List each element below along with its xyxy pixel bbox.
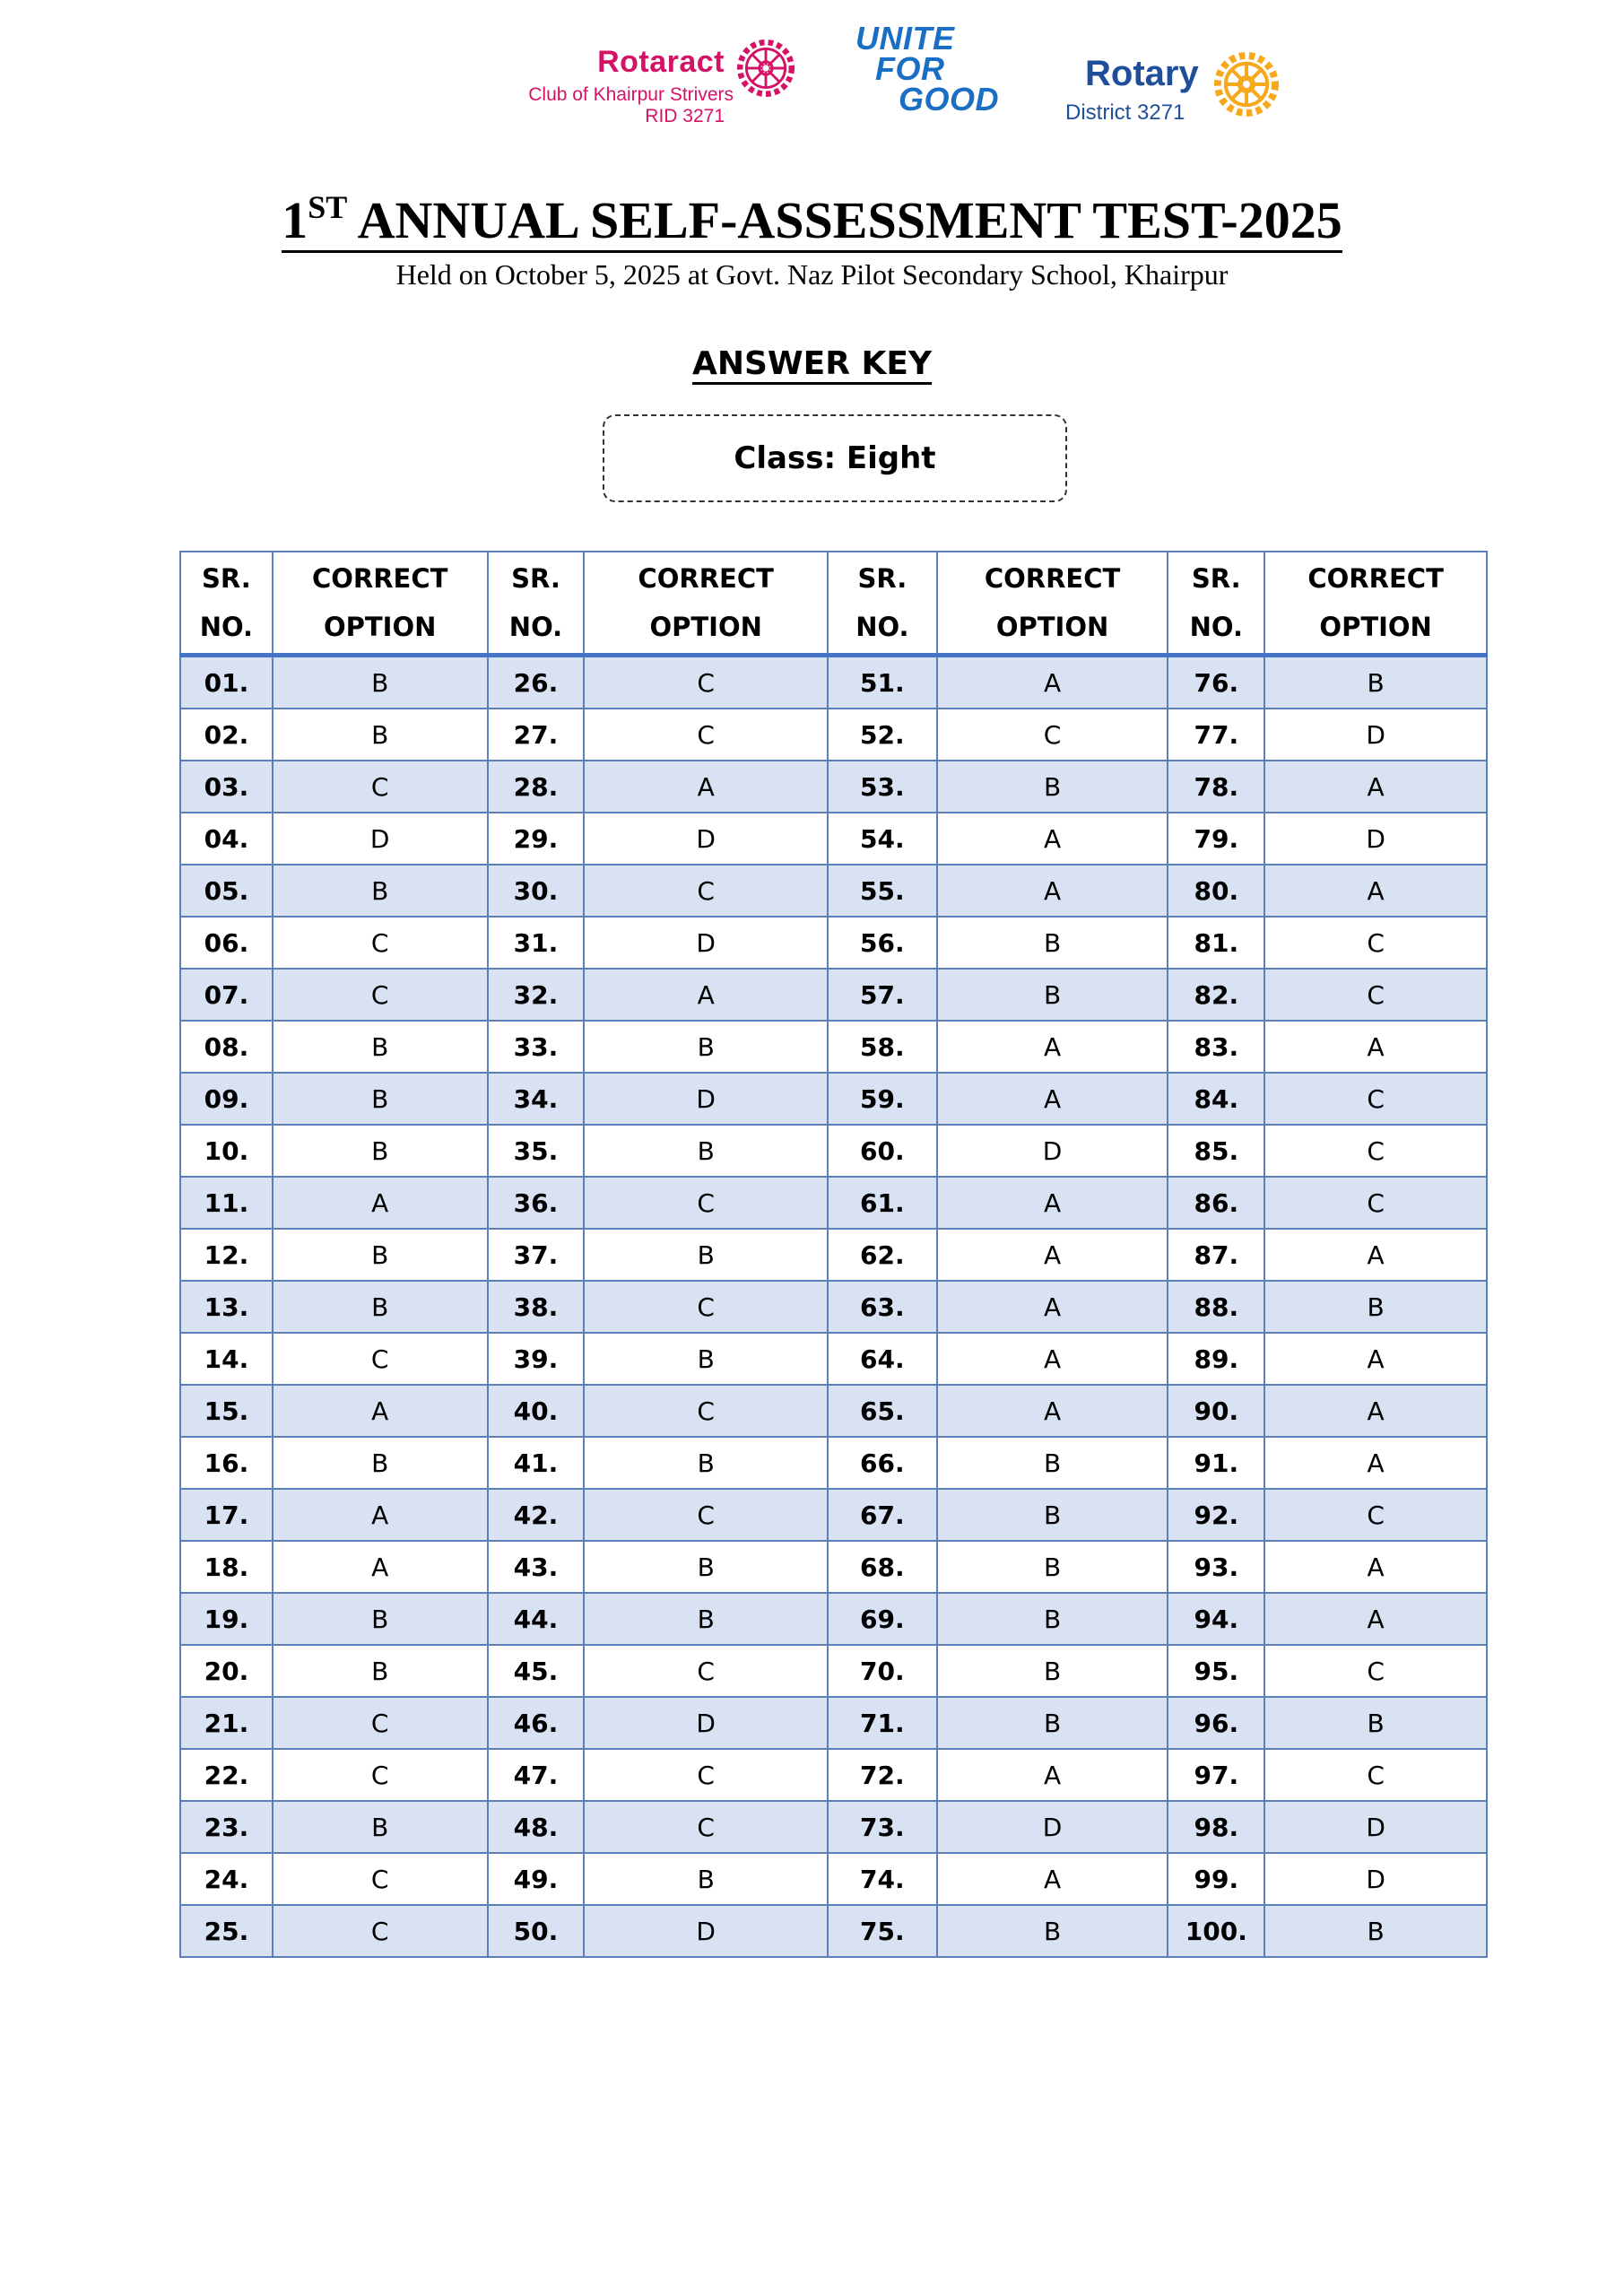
title-text: ANNUAL SELF-ASSESSMENT TEST-2025 [347,191,1342,249]
table-row [180,969,1487,1021]
correct-option-cell: A [273,1177,488,1229]
answer-key-heading [0,345,1624,382]
table-row [180,1905,1487,1957]
table-row [180,1229,1487,1281]
correct-option-cell: B [273,1073,488,1125]
correct-option-cell: B [273,1125,488,1177]
correct-option-cell: B [273,1281,488,1333]
correct-option-cell: D [1264,813,1487,865]
title-ordinal-suffix: ST [308,189,348,225]
sr-no-header: SR. NO. [828,552,937,656]
correct-option-cell: C [1264,1125,1487,1177]
correct-option-cell: B [937,1489,1168,1541]
serial-number-cell: 90. [1168,1385,1264,1437]
table-row [180,1645,1487,1697]
table-row [180,1749,1487,1801]
correct-option-cell: A [937,865,1168,917]
correct-option-cell: C [584,1489,828,1541]
serial-number-cell: 73. [828,1801,937,1853]
correct-option-cell: B [584,1125,828,1177]
rotary-wheel-icon [1211,48,1282,120]
correct-option-cell: B [1264,1905,1487,1957]
correct-option-cell: C [1264,1489,1487,1541]
answer-key-table [179,551,1488,1958]
correct-option-cell: A [1264,761,1487,813]
serial-number-cell: 68. [828,1541,937,1593]
serial-number-cell: 98. [1168,1801,1264,1853]
rotaract-logo [493,29,798,127]
serial-number-cell: 91. [1168,1437,1264,1489]
serial-number-cell: 20. [180,1645,273,1697]
serial-number-cell: 25. [180,1905,273,1957]
correct-option-cell: C [1264,1177,1487,1229]
serial-number-cell: 84. [1168,1073,1264,1125]
serial-number-cell: 05. [180,865,273,917]
serial-number-cell: 53. [828,761,937,813]
table-row [180,1281,1487,1333]
table-row [180,1177,1487,1229]
correct-option-cell: A [937,1749,1168,1801]
class-label-box [603,414,1067,502]
serial-number-cell: 81. [1168,917,1264,969]
rotaract-rid: RID 3271 [645,106,725,126]
table-row [180,656,1487,709]
correct-option-cell: C [937,709,1168,761]
serial-number-cell: 04. [180,813,273,865]
correct-option-cell: A [937,1281,1168,1333]
serial-number-cell: 100. [1168,1905,1264,1957]
correct-option-cell: B [584,1437,828,1489]
serial-number-cell: 92. [1168,1489,1264,1541]
rotaract-wheel-icon [734,36,798,100]
correct-option-cell: C [1264,917,1487,969]
correct-option-cell: B [937,969,1168,1021]
table-row [180,1021,1487,1073]
serial-number-cell: 75. [828,1905,937,1957]
correct-option-cell: B [1264,656,1487,709]
serial-number-cell: 64. [828,1333,937,1385]
correct-option-cell: B [937,1905,1168,1957]
correct-option-cell: A [937,1073,1168,1125]
serial-number-cell: 29. [488,813,585,865]
serial-number-cell: 93. [1168,1541,1264,1593]
table-row [180,1697,1487,1749]
serial-number-cell: 43. [488,1541,585,1593]
serial-number-cell: 51. [828,656,937,709]
serial-number-cell: 26. [488,656,585,709]
serial-number-cell: 36. [488,1177,585,1229]
serial-number-cell: 21. [180,1697,273,1749]
serial-number-cell: 99. [1168,1853,1264,1905]
serial-number-cell: 80. [1168,865,1264,917]
document-subtitle: Held on October 5, 2025 at Govt. Naz Pilot Secondary School, Khairpur [395,258,1229,291]
correct-option-cell: A [937,1021,1168,1073]
serial-number-cell: 16. [180,1437,273,1489]
table-header-row [180,552,1487,656]
correct-option-cell: A [937,1177,1168,1229]
correct-option-cell: A [1264,1437,1487,1489]
correct-option-cell: B [1264,1281,1487,1333]
serial-number-cell: 09. [180,1073,273,1125]
correct-option-cell: A [1264,1229,1487,1281]
serial-number-cell: 78. [1168,761,1264,813]
serial-number-cell: 10. [180,1125,273,1177]
correct-option-cell: B [937,1437,1168,1489]
serial-number-cell: 23. [180,1801,273,1853]
correct-option-cell: C [273,761,488,813]
correct-option-cell: C [273,969,488,1021]
serial-number-cell: 96. [1168,1697,1264,1749]
serial-number-cell: 66. [828,1437,937,1489]
serial-number-cell: 83. [1168,1021,1264,1073]
unite-for-good-logo [852,20,1013,117]
table-row [180,1333,1487,1385]
correct-option-cell: B [273,865,488,917]
correct-option-cell: A [937,1229,1168,1281]
correct-option-cell: A [584,969,828,1021]
serial-number-cell: 58. [828,1021,937,1073]
correct-option-cell: C [584,709,828,761]
serial-number-cell: 17. [180,1489,273,1541]
correct-option-cell: C [273,1905,488,1957]
correct-option-cell: C [273,1333,488,1385]
correct-option-cell: D [1264,1801,1487,1853]
serial-number-cell: 19. [180,1593,273,1645]
serial-number-cell: 69. [828,1593,937,1645]
serial-number-cell: 59. [828,1073,937,1125]
table-row [180,813,1487,865]
serial-number-cell: 34. [488,1073,585,1125]
serial-number-cell: 57. [828,969,937,1021]
correct-option-cell: A [1264,1541,1487,1593]
class-label: Class: Eight [734,440,936,476]
correct-option-cell: B [273,1801,488,1853]
correct-option-cell: C [1264,1645,1487,1697]
correct-option-cell: D [584,1905,828,1957]
serial-number-cell: 74. [828,1853,937,1905]
correct-option-cell: C [584,1385,828,1437]
table-row [180,709,1487,761]
correct-option-cell: A [1264,1385,1487,1437]
serial-number-cell: 13. [180,1281,273,1333]
correct-option-cell: B [273,1645,488,1697]
correct-option-cell: C [584,656,828,709]
correct-option-cell: C [584,1177,828,1229]
correct-option-cell: B [937,1697,1168,1749]
correct-option-cell: B [273,1437,488,1489]
serial-number-cell: 88. [1168,1281,1264,1333]
serial-number-cell: 48. [488,1801,585,1853]
table-row [180,1593,1487,1645]
serial-number-cell: 55. [828,865,937,917]
serial-number-cell: 63. [828,1281,937,1333]
logo-bar [0,20,1624,136]
serial-number-cell: 45. [488,1645,585,1697]
correct-option-cell: A [937,813,1168,865]
correct-option-cell: A [584,761,828,813]
serial-number-cell: 37. [488,1229,585,1281]
rotary-district: District 3271 [1065,100,1185,125]
correct-option-cell: B [937,1593,1168,1645]
table-row [180,917,1487,969]
serial-number-cell: 30. [488,865,585,917]
correct-option-header: CORRECT OPTION [273,552,488,656]
sr-no-header: SR. NO. [488,552,585,656]
unite-line-1: UNITE [855,20,955,57]
title-ordinal: 1 [282,191,308,249]
serial-number-cell: 08. [180,1021,273,1073]
serial-number-cell: 79. [1168,813,1264,865]
serial-number-cell: 07. [180,969,273,1021]
correct-option-cell: A [1264,865,1487,917]
table-row [180,1125,1487,1177]
serial-number-cell: 60. [828,1125,937,1177]
correct-option-cell: A [273,1541,488,1593]
serial-number-cell: 97. [1168,1749,1264,1801]
serial-number-cell: 49. [488,1853,585,1905]
serial-number-cell: 06. [180,917,273,969]
serial-number-cell: 44. [488,1593,585,1645]
correct-option-cell: C [1264,969,1487,1021]
serial-number-cell: 14. [180,1333,273,1385]
serial-number-cell: 62. [828,1229,937,1281]
answer-key-label: ANSWER KEY [692,345,932,385]
correct-option-cell: C [273,1749,488,1801]
correct-option-cell: B [584,1021,828,1073]
correct-option-cell: B [937,917,1168,969]
correct-option-cell: D [584,1073,828,1125]
serial-number-cell: 71. [828,1697,937,1749]
correct-option-cell: C [584,1645,828,1697]
correct-option-cell: C [584,1281,828,1333]
serial-number-cell: 61. [828,1177,937,1229]
table-row [180,1801,1487,1853]
serial-number-cell: 50. [488,1905,585,1957]
correct-option-cell: A [1264,1593,1487,1645]
sr-no-header: SR. NO. [180,552,273,656]
serial-number-cell: 72. [828,1749,937,1801]
correct-option-cell: A [1264,1021,1487,1073]
correct-option-cell: A [273,1385,488,1437]
serial-number-cell: 15. [180,1385,273,1437]
serial-number-cell: 40. [488,1385,585,1437]
serial-number-cell: 47. [488,1749,585,1801]
serial-number-cell: 65. [828,1385,937,1437]
serial-number-cell: 46. [488,1697,585,1749]
rotary-logo [1058,32,1291,131]
correct-option-cell: C [273,1697,488,1749]
correct-option-cell: B [584,1333,828,1385]
serial-number-cell: 82. [1168,969,1264,1021]
correct-option-cell: A [937,1853,1168,1905]
serial-number-cell: 39. [488,1333,585,1385]
rotary-name: Rotary [1085,54,1199,93]
serial-number-cell: 22. [180,1749,273,1801]
correct-option-cell: C [273,917,488,969]
unite-line-3: GOOD [899,81,1000,117]
correct-option-cell: D [584,917,828,969]
serial-number-cell: 32. [488,969,585,1021]
table-row [180,761,1487,813]
correct-option-cell: C [584,1749,828,1801]
serial-number-cell: 67. [828,1489,937,1541]
correct-option-cell: A [937,1333,1168,1385]
answer-key-body [180,656,1487,1958]
correct-option-cell: B [273,1021,488,1073]
correct-option-cell: B [273,1593,488,1645]
serial-number-cell: 95. [1168,1645,1264,1697]
correct-option-cell: C [273,1853,488,1905]
sr-no-header: SR. NO. [1168,552,1264,656]
correct-option-header: CORRECT OPTION [1264,552,1487,656]
rotaract-club-name: Club of Khairpur Strivers [528,84,734,105]
correct-option-header: CORRECT OPTION [584,552,828,656]
serial-number-cell: 31. [488,917,585,969]
serial-number-cell: 02. [180,709,273,761]
correct-option-cell: B [584,1229,828,1281]
correct-option-cell: B [584,1541,828,1593]
serial-number-cell: 35. [488,1125,585,1177]
correct-option-cell: B [584,1593,828,1645]
serial-number-cell: 87. [1168,1229,1264,1281]
correct-option-cell: C [1264,1749,1487,1801]
correct-option-cell: D [584,813,828,865]
serial-number-cell: 18. [180,1541,273,1593]
serial-number-cell: 11. [180,1177,273,1229]
serial-number-cell: 85. [1168,1125,1264,1177]
correct-option-cell: D [1264,709,1487,761]
unite-line-2: FOR [875,50,945,87]
table-row [180,1489,1487,1541]
correct-option-cell: B [937,1541,1168,1593]
correct-option-cell: A [1264,1333,1487,1385]
correct-option-cell: B [273,656,488,709]
serial-number-cell: 56. [828,917,937,969]
serial-number-cell: 41. [488,1437,585,1489]
correct-option-cell: D [937,1125,1168,1177]
serial-number-cell: 28. [488,761,585,813]
table-row [180,1541,1487,1593]
correct-option-cell: B [273,709,488,761]
rotaract-name: Rotaract [597,45,725,79]
serial-number-cell: 12. [180,1229,273,1281]
serial-number-cell: 70. [828,1645,937,1697]
correct-option-cell: C [584,865,828,917]
table-row [180,865,1487,917]
serial-number-cell: 94. [1168,1593,1264,1645]
correct-option-cell: C [1264,1073,1487,1125]
correct-option-cell: C [584,1801,828,1853]
serial-number-cell: 76. [1168,656,1264,709]
serial-number-cell: 27. [488,709,585,761]
serial-number-cell: 01. [180,656,273,709]
serial-number-cell: 33. [488,1021,585,1073]
serial-number-cell: 77. [1168,709,1264,761]
serial-number-cell: 24. [180,1853,273,1905]
correct-option-cell: B [937,1645,1168,1697]
table-row [180,1073,1487,1125]
serial-number-cell: 03. [180,761,273,813]
serial-number-cell: 38. [488,1281,585,1333]
correct-option-cell: D [584,1697,828,1749]
correct-option-cell: D [273,813,488,865]
correct-option-cell: A [937,656,1168,709]
document-title [0,190,1624,250]
serial-number-cell: 89. [1168,1333,1264,1385]
serial-number-cell: 52. [828,709,937,761]
table-row [180,1385,1487,1437]
correct-option-cell: B [1264,1697,1487,1749]
correct-option-cell: B [273,1229,488,1281]
correct-option-cell: B [937,761,1168,813]
correct-option-cell: A [937,1385,1168,1437]
serial-number-cell: 54. [828,813,937,865]
table-row [180,1437,1487,1489]
correct-option-header: CORRECT OPTION [937,552,1168,656]
correct-option-cell: D [937,1801,1168,1853]
correct-option-cell: D [1264,1853,1487,1905]
correct-option-cell: A [273,1489,488,1541]
correct-option-cell: B [584,1853,828,1905]
serial-number-cell: 42. [488,1489,585,1541]
table-row [180,1853,1487,1905]
serial-number-cell: 86. [1168,1177,1264,1229]
